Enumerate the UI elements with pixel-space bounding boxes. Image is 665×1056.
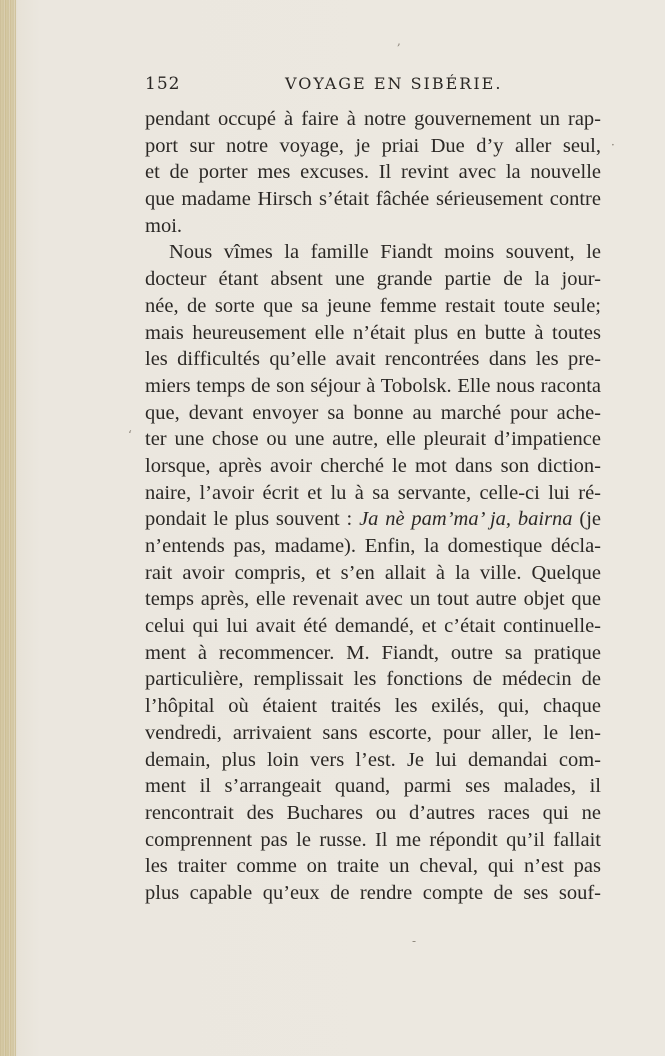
text-line-with-italic <box>145 506 601 533</box>
text-line: plus capable qu’eux de rendre compte de ses souf- <box>145 881 601 904</box>
text-line: ter une chose ou une autre, elle pleurait d’impatience <box>145 428 601 451</box>
text-line: pendant occupé à faire à notre gouvernement un rap- <box>145 108 601 130</box>
page-gutter <box>0 0 16 1056</box>
text-line: particulière, remplissait les fonctions de médecin de <box>145 668 601 691</box>
running-title: VOYAGE EN SIBÉRIE. <box>285 74 503 93</box>
text-line: née, de sorte que sa jeune femme restait toute seule; <box>145 294 601 317</box>
text-line: vendredi, arrivaient sans escorte, pour aller, le len- <box>145 721 601 744</box>
paragraph-start-line: Nous vîmes la famille Fiandt moins souvent, le <box>169 241 601 264</box>
text-line: docteur étant absent une grande partie de la jour- <box>145 268 601 291</box>
text-line: et de porter mes excuses. Il revint avec la nouvelle <box>145 161 601 184</box>
text-line: temps après, elle revenait avec un tout autre objet que <box>145 588 601 611</box>
text-line: les traiter comme on traite un cheval, qui n’est pas <box>145 855 601 878</box>
text-segment: (je <box>572 508 601 531</box>
text-line: lorsque, après avoir cherché le mot dans son diction- <box>145 454 601 477</box>
text-line: rencontrait des Buchares ou d’autres races qui ne <box>145 801 601 824</box>
text-line: n’entends pas, madame). Enfin, la domestique décla- <box>145 535 601 557</box>
paper-speck: ‘ <box>128 428 132 442</box>
text-line: que, devant envoyer sa bonne au marché pour ache- <box>145 401 601 424</box>
text-line: celui qui lui avait été demandé, et c’était continuelle- <box>145 615 601 638</box>
text-line: demain, plus loin vers l’est. Je lui demandai com- <box>145 748 601 771</box>
text-line: ment il s’arrangeait quand, parmi ses malades, il <box>145 775 601 798</box>
text-line: port sur notre voyage, je priai Due d’y aller seul, <box>145 134 601 157</box>
text-line: les difficultés qu’elle avait rencontrées dans les pre- <box>145 348 601 371</box>
text-line: naire, l’avoir écrit et lu à sa servante, celle-ci lui ré- <box>145 481 601 504</box>
text-line: miers temps de son séjour à Tobolsk. Elle nous raconta <box>145 374 601 397</box>
italic-phrase: Ja nè pam’ma’ ja, bairna <box>359 508 573 531</box>
text-line: rait avoir compris, et s’en allait à la ville. Quelque <box>145 561 601 584</box>
paper-speck: · <box>611 138 615 152</box>
paragraph-end-line: moi. <box>145 214 183 237</box>
body-text <box>145 106 601 907</box>
text-line: comprennent pas le russe. Il me répondit qu’il fallait <box>145 828 601 851</box>
paper-speck: , <box>397 34 401 48</box>
paper-speck: - <box>412 934 417 948</box>
text-line: mais heureusement elle n’était plus en butte à toutes <box>145 321 601 344</box>
text-line: l’hôpital où étaient traités les exilés, qui, chaque <box>145 695 601 718</box>
page-number: 152 <box>145 74 181 94</box>
text-segment: pondait le plus souvent : <box>145 508 353 531</box>
text-line: que madame Hirsch s’était fâchée sérieusement contre <box>145 188 601 211</box>
page-header <box>145 74 600 104</box>
text-line: ment à recommencer. M. Fiandt, outre sa pratique <box>145 641 601 664</box>
